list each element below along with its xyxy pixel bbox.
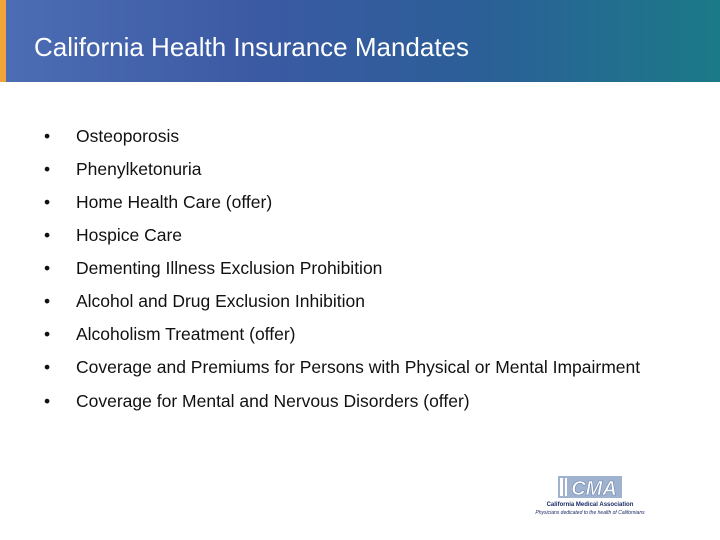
bullet-text: Alcoholism Treatment (offer) [76, 324, 296, 344]
bullet-text: Hospice Care [76, 225, 183, 245]
list-item [44, 124, 664, 148]
cma-logo-tagline: Physicians dedicated to the health of Californians [535, 510, 645, 516]
bullet-icon: • [44, 324, 51, 344]
bullet-icon: • [44, 258, 51, 278]
bullet-icon: • [44, 126, 51, 146]
list-item [44, 190, 664, 214]
list-item [44, 223, 664, 247]
bullet-icon: • [44, 159, 51, 179]
list-item [44, 322, 664, 346]
list-item [44, 157, 664, 181]
bullet-text: Home Health Care (offer) [76, 192, 273, 212]
list-item [44, 289, 664, 313]
cma-logo-name: California Medical Association [546, 502, 634, 508]
cma-logo [528, 470, 652, 520]
bullet-text: Osteoporosis [76, 126, 180, 146]
list-item [44, 355, 664, 379]
bullet-icon: • [44, 192, 51, 212]
bullet-text: Coverage for Mental and Nervous Disorders (offer) [76, 391, 470, 411]
bullet-icon: • [44, 357, 51, 377]
slide-title: California Health Insurance Mandates [34, 32, 470, 62]
bullet-icon: • [44, 225, 51, 245]
bullet-icon: • [44, 291, 51, 311]
cma-logo-letters: CMA [571, 478, 617, 500]
bullet-text: Alcohol and Drug Exclusion Inhibition [76, 291, 365, 311]
list-item [44, 389, 664, 413]
list-item [44, 256, 664, 280]
bullet-icon: • [44, 391, 51, 411]
bullet-text: Coverage and Premiums for Persons with Physical or Mental Impairment [76, 357, 641, 377]
bullet-text: Phenylketonuria [76, 159, 202, 179]
cma-logo-mark [558, 470, 622, 500]
bullet-text: Dementing Illness Exclusion Prohibition [76, 258, 383, 278]
title-bar [0, 0, 720, 82]
bullet-list [44, 124, 664, 422]
